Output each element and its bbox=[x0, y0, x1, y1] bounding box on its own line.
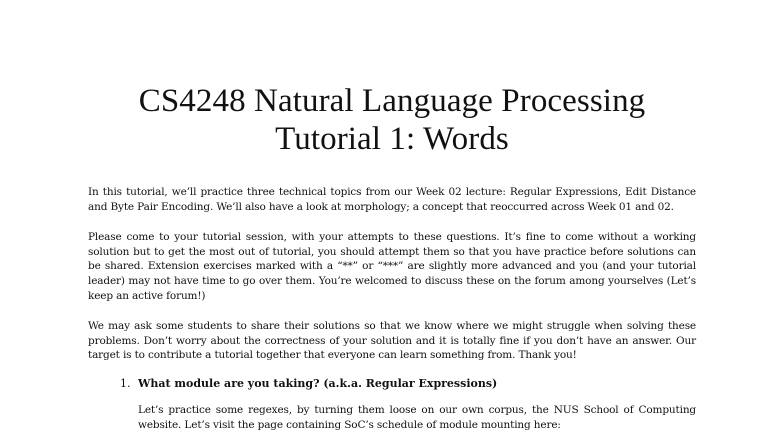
title-tutorial: Tutorial 1: Words bbox=[275, 121, 509, 157]
question-list bbox=[88, 376, 696, 432]
question-heading bbox=[120, 376, 696, 391]
question-body-wrapper bbox=[120, 403, 696, 432]
document-title bbox=[88, 0, 696, 158]
sharing-paragraph: We may ask some students to share their solutions so that we know where we might struggle when solving these problems. Don’t worry about the correctness of your solution and it is totally fine if you don’t have an answer. Our target is to contribute a tutorial together that everyone can learn something from. Thank you! bbox=[88, 320, 696, 362]
question-title: What module are you taking? (a.k.a. Regular Expressions) bbox=[138, 376, 498, 390]
title-course: CS4248 Natural Language Processing bbox=[138, 83, 646, 119]
question-number: 1. bbox=[120, 376, 131, 390]
instructions-paragraph: Please come to your tutorial session, with your attempts to these questions. It’s fine to come without a working solution but to get the most out of tutorial, you should attempt them so that you have practice before solutions can be shared. Extension exercises marked with a “**” or “***” are slightly more advanced and you (and your tutorial leader) may not have time to go over them. You’re welcomed to discuss these on the forum among yourselves (Let’s keep an active forum!) bbox=[88, 231, 696, 302]
question-body: Let’s practice some regexes, by turning them loose on our own corpus, the NUS School of Computing website. Let’s visit the page containing SoC’s schedule of module mounting here: bbox=[138, 403, 696, 431]
intro-paragraph: In this tutorial, we’ll practice three technical topics from our Week 02 lecture: Regular Expressions, Edit Distance and Byte Pair Encoding. We’ll also have a look at morphology; a concept that reoccurred across Week 01 and 02. bbox=[88, 186, 696, 213]
